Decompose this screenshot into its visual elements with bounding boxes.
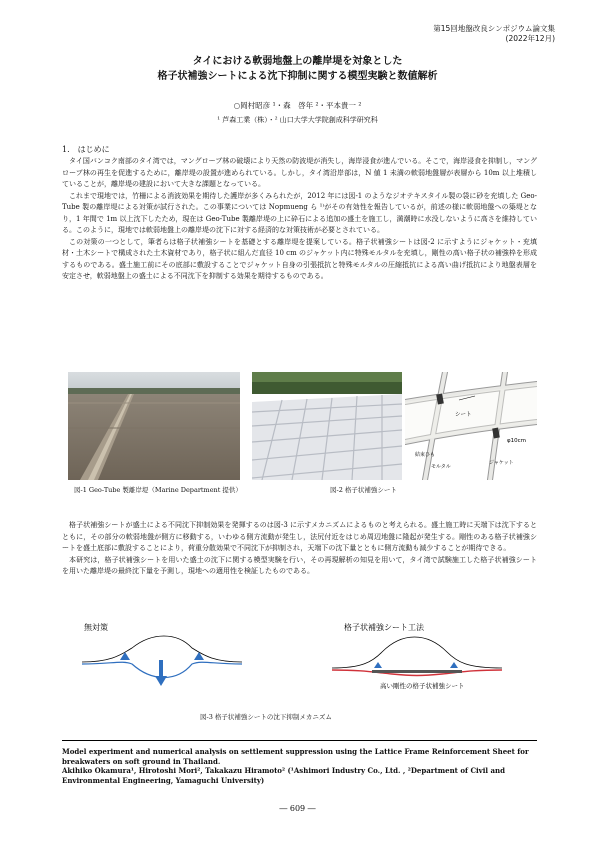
paper-title [0, 54, 595, 84]
label-binding: 結束ひも [415, 452, 436, 458]
header-line1: 第15回地盤改良シンポジウム論文集 [433, 24, 555, 33]
header-line2: (2022年12月) [505, 34, 555, 43]
label-rigid-sheet: 高い剛性の格子状補強シート [380, 682, 465, 690]
paragraph: この対策の一つとして，筆者らは格子状補強シートを基礎とする離岸堤を提案している。格子状補強シートは図-2 に示すようにジャケット・充填材・土木シートで構成された土木資材であり，格子状に組んだ直径 10 cm のジャケット内に特殊モルタルを充填し，剛性の高い格子状の補強枠を形成するものである。盛土施工前にその底部に敷設することでジャケット自身の引張抵抗と特殊モルタルの圧縮抵抗による高い曲げ抵抗により地盤表層を安定させ，軟弱地盤上の盛土による不同沈下を抑制する効果を期待するものである。 [62, 237, 537, 280]
figure-1-caption: 図-1 Geo-Tube 製離岸堤（Marine Department 提供） [74, 486, 242, 494]
proceedings-header [433, 24, 555, 44]
lattice-sheet-photo [252, 372, 402, 480]
english-abstract-header [62, 747, 540, 785]
affiliation: ¹ 芦森工業（株）・² 山口大学大学院創成科学研究科 [217, 116, 378, 124]
label-sheet: シート [455, 412, 472, 418]
english-title: Model experiment and numerical analysis on settlement suppression using the Lattice Frame Reinforcement Sheet for breakwaters on soft ground in Thailand. [62, 747, 529, 766]
paragraph: 格子状補強シートが盛土による不同沈下抑制効果を発揮するのは図-3 に示すメカニズムによるものと考えられる。盛土施工時に天端下は沈下するとともに，その部分の軟弱地盤が側方に移動する，いわゆる側方流動が発生し，法尻付近をはじめ周辺地盤に隆起が発生する。剛性のある格子状補強シートを盛土底部に敷設することにより，荷重分散効果で不同沈下が抑制され，天端下の沈下量とともに側方流動も減少することが期待できる。 [62, 521, 537, 552]
label-jacket: ジャケット [489, 460, 514, 466]
title-line2: 格子状補強シートによる沈下抑制に関する模型実験と数値解析 [157, 71, 438, 82]
section-heading-intro: 1. はじめに [62, 145, 110, 154]
intro-body [62, 156, 537, 283]
paragraph: 本研究は，格子状補強シートを用いた盛土の沈下に関する模型実験を行い，その再現解析の知見を用いて，タイ湾で試験施工した格子状補強シートを用いた離岸堤の最終沈下量を予測し，現地への適用性を検証したものである。 [62, 555, 537, 575]
page-number: ― 609 ― [279, 804, 316, 813]
label-no-countermeasure: 無対策 [84, 623, 108, 632]
figure-3-caption: 図-3 格子状補強シートの沈下抑制メカニズム [200, 713, 332, 721]
settlement-mechanism-figure [62, 612, 537, 712]
paragraph: これまで現地では，竹柵による消波効果を期待した護岸が多くみられたが，2012 年には図-1 のようなジオテキスタイル製の袋に砂を充填した Geo-Tube 製の離岸堤による対策が試行された。この事業については Nopmueng ら ¹⁾がその有効性を報告しているが，前述の様に軟弱地盤への築堤となり，1 年間で 1m 以上沈下したため，現在は Geo-Tube 製離岸堤の上に砕石による追加の盛土を施工し，満潮時に水没しないように高さを維持している。このように，現地では軟弱地盤上の離岸堤の沈下に対する経済的な対策技術が必要とされている。 [62, 191, 537, 234]
label-diameter: φ10cm [507, 438, 527, 444]
authors: ○岡村昭彦 ¹・森 啓年 ²・平本貴一 ² [233, 101, 362, 110]
paragraph: タイ国バンコク南部のタイ湾では，マングローブ林の破壊により天然の防波堤が消失し，海岸浸食が進んでいる。そこで，海岸浸食を抑制し，マングローブ林の再生を促進するために，離岸堤の設置が進められている。しかし，タイ湾沿岸部は，N 値 1 未満の軟弱地盤層が表層から 10m 以上堆積していることが，離岸堤の建設において大きな課題となっている。 [62, 157, 537, 188]
label-mortar: モルタル [431, 464, 451, 470]
mechanism-body [62, 520, 537, 578]
lattice-sheet-diagram [405, 372, 537, 480]
label-lattice-method: 格子状補強シート工法 [344, 623, 424, 632]
title-line1: タイにおける軟弱地盤上の離岸堤を対象とした [192, 56, 403, 67]
english-authors: Akihiko Okamura¹, Hirotoshi Mori², Takakazu Hiramoto² (¹Ashimori Industry Co., Ltd. , ²Department of Civil and Environmental Engineering, Yamaguchi University) [62, 766, 506, 785]
figure-2-caption: 図-2 格子状補強シート [330, 486, 397, 494]
divider-rule [62, 740, 537, 741]
geo-tube-breakwater-photo [68, 372, 240, 480]
